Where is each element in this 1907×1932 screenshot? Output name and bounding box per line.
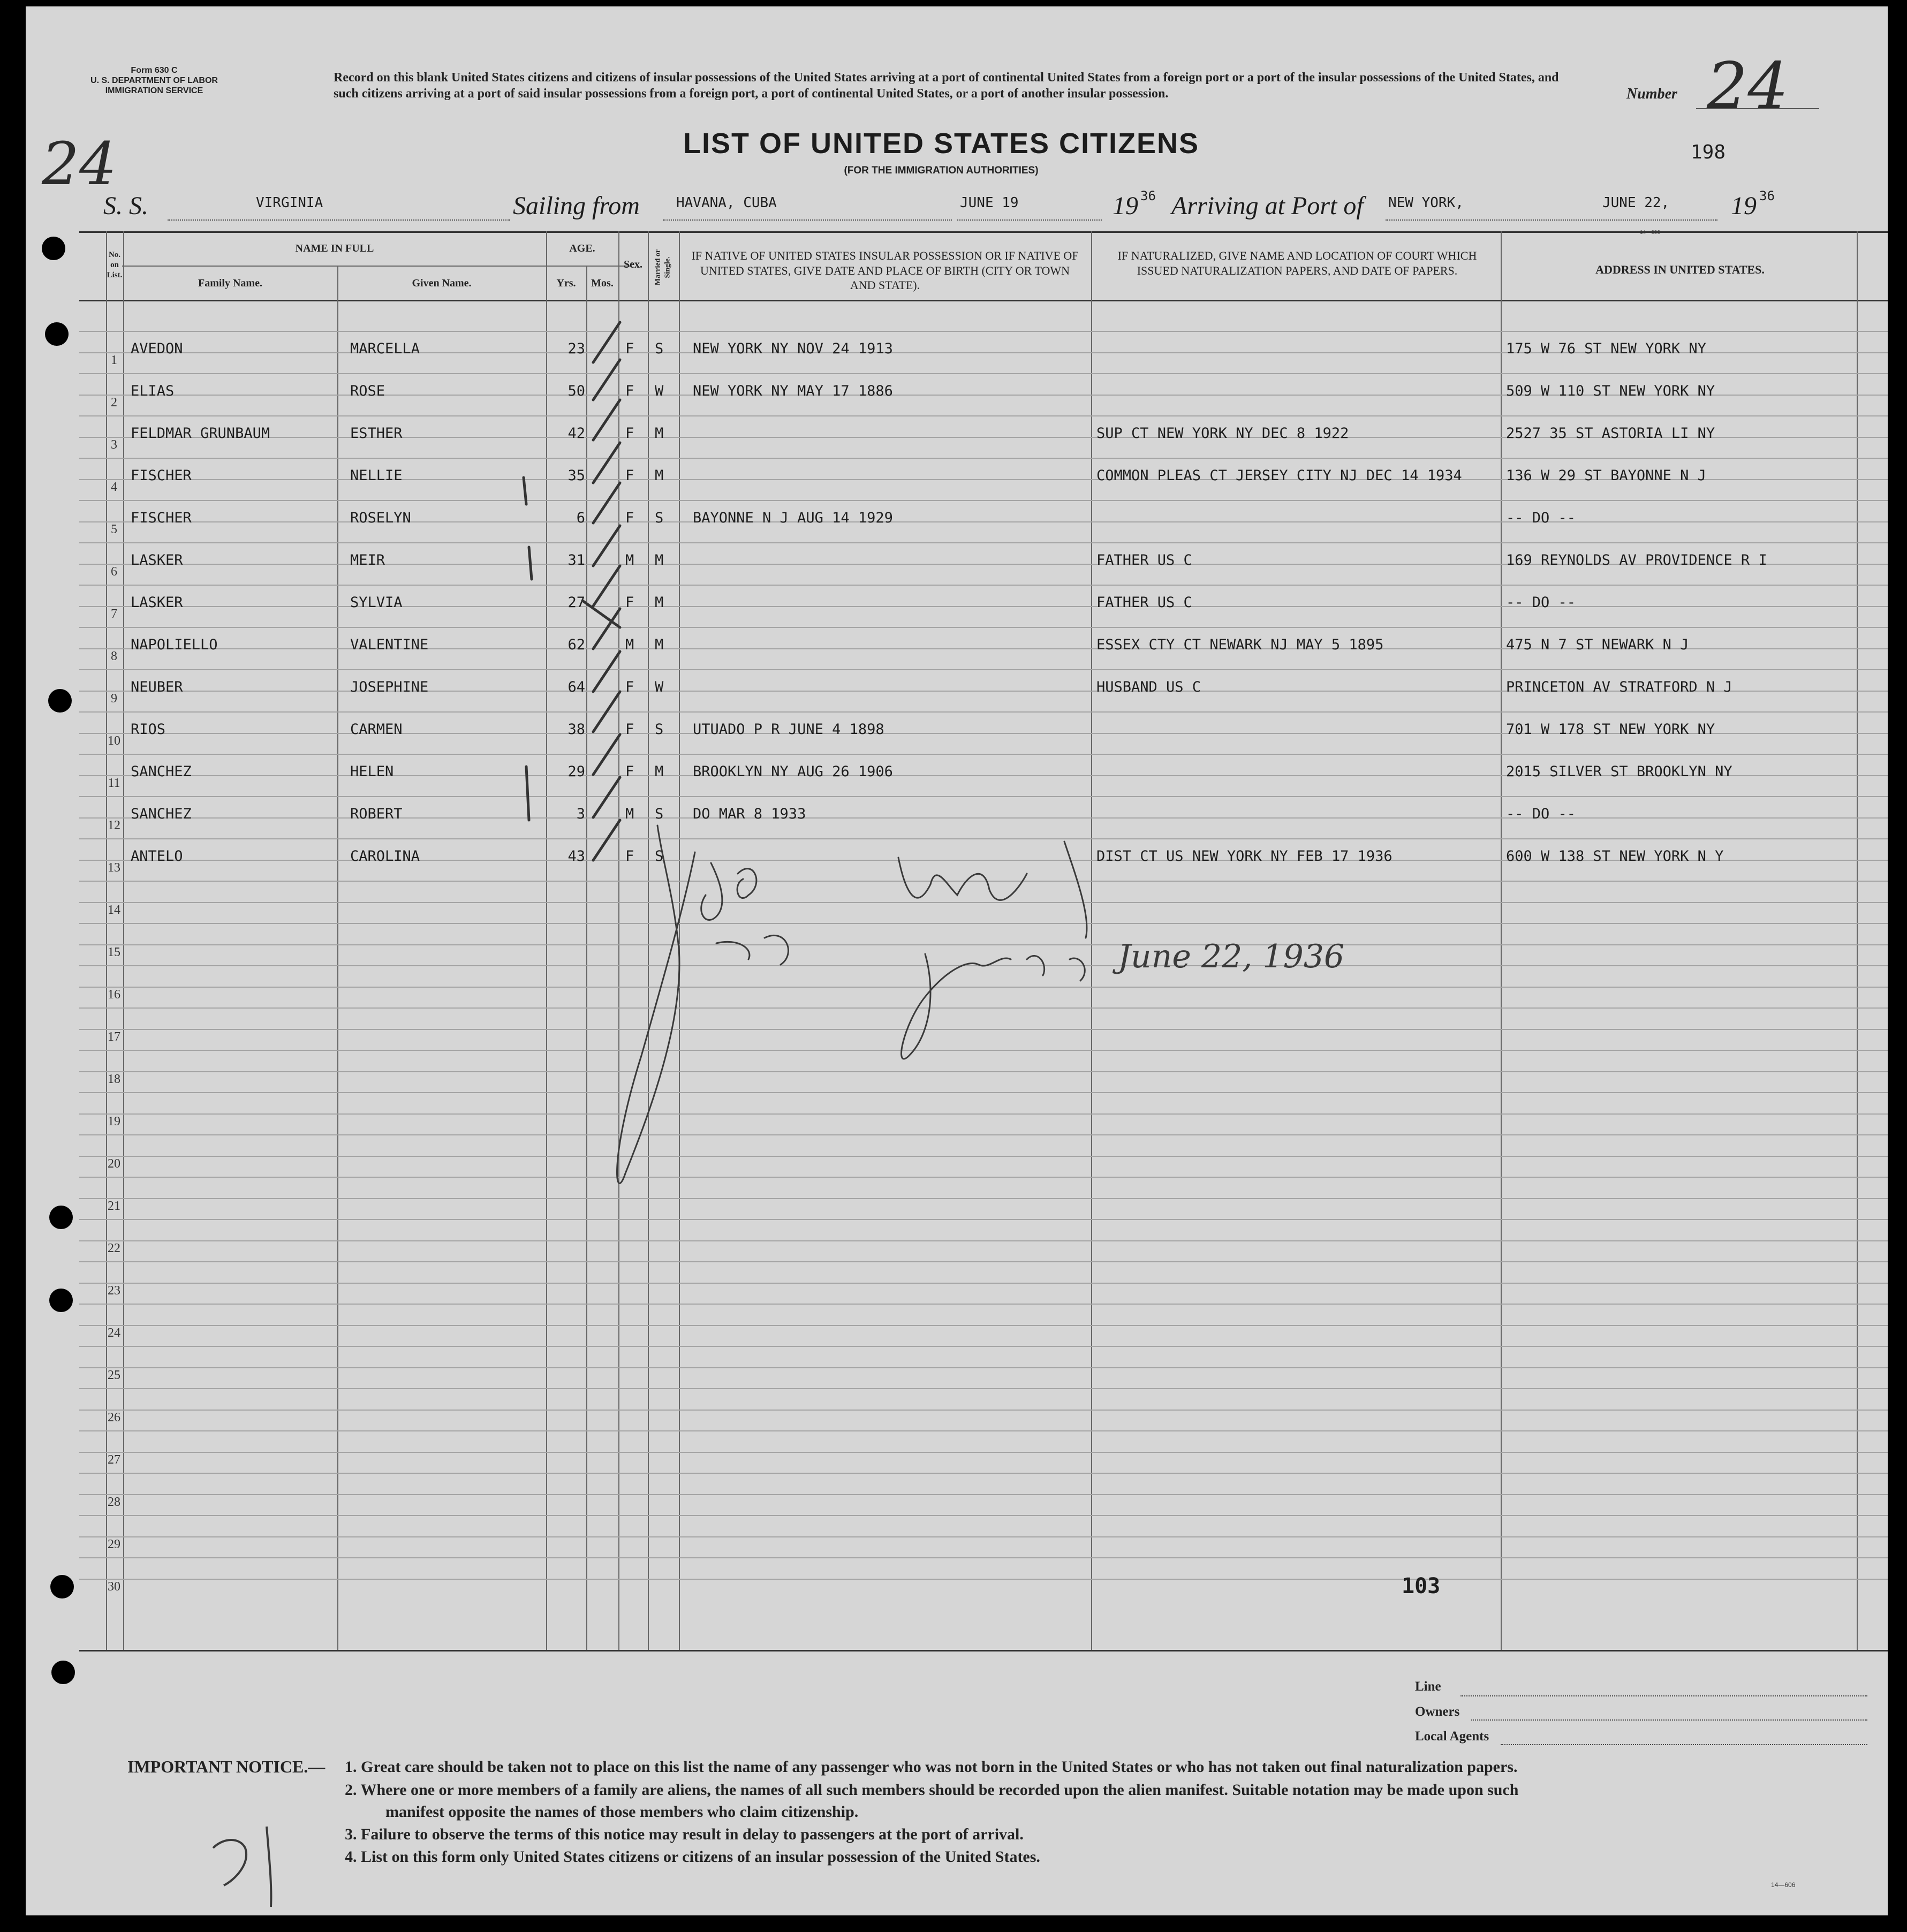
agents-field[interactable] bbox=[1501, 1744, 1867, 1745]
marital-status: M bbox=[655, 594, 664, 611]
marital-status: M bbox=[655, 637, 664, 653]
sex: M bbox=[625, 552, 634, 569]
row-number: 19 bbox=[108, 1115, 120, 1128]
notice-3: 3. Failure to observe the terms of this notice may result in delay to passengers at the port of arrival. bbox=[345, 1825, 1024, 1843]
notice-2-cont: manifest opposite the names of those members who claim citizenship. bbox=[385, 1803, 859, 1821]
col-header-address: ADDRESS IN UNITED STATES. bbox=[1595, 263, 1765, 276]
naturalization: FATHER US C bbox=[1096, 552, 1192, 569]
row-number: 11 bbox=[108, 776, 120, 790]
given-name: NELLIE bbox=[350, 467, 403, 484]
row-number: 28 bbox=[108, 1495, 120, 1509]
printer-code: 14—606 bbox=[1771, 1881, 1796, 1889]
given-name: ESTHER bbox=[350, 425, 403, 442]
address: 2015 SILVER ST BROOKLYN NY bbox=[1506, 763, 1732, 780]
owners-field[interactable] bbox=[1471, 1719, 1867, 1721]
manifest-page bbox=[26, 6, 1888, 1915]
given-name: VALENTINE bbox=[350, 637, 429, 653]
sex: M bbox=[625, 637, 634, 653]
marital-status: S bbox=[655, 340, 664, 357]
instructions: Record on this blank United States citizens and citizens of insular possessions of the United States arriving at a port of continental United States from a foreign port or a port of the insular possessions of the United States, and such citizens arriving at a port of said insular possessions from a foreign port, a port of continental United States, or a port of another insular possession. bbox=[334, 71, 1559, 101]
row-number: 25 bbox=[108, 1368, 120, 1382]
age-years: 3 bbox=[576, 806, 585, 822]
col-header-no: No. on List. bbox=[107, 251, 123, 279]
family-name: FELDMAR GRUNBAUM bbox=[131, 425, 270, 442]
col-header-name-in-full: NAME IN FULL bbox=[295, 243, 374, 254]
given-name: JOSEPHINE bbox=[350, 679, 429, 695]
sex: F bbox=[625, 848, 634, 865]
age-years: 29 bbox=[567, 763, 585, 780]
naturalization: DIST CT US NEW YORK NY FEB 17 1936 bbox=[1096, 848, 1393, 865]
address: -- DO -- bbox=[1506, 806, 1576, 822]
row-number: 14 bbox=[108, 903, 120, 917]
col-header-age: AGE. bbox=[569, 243, 595, 254]
age-years: 38 bbox=[567, 721, 585, 738]
family-name: ELIAS bbox=[131, 383, 175, 399]
sex: M bbox=[625, 806, 634, 822]
col-header-married: Married or Single. bbox=[654, 249, 671, 286]
family-name: RIOS bbox=[131, 721, 166, 738]
sex: F bbox=[625, 340, 634, 357]
family-name: ANTELO bbox=[131, 848, 183, 865]
given-name: MARCELLA bbox=[350, 340, 420, 357]
col-header-mos: Mos. bbox=[591, 277, 614, 289]
notice-2: 2. Where one or more members of a family are aliens, the names of all such members should be recorded upon the alien manifest. Suitable notation may be made upon such bbox=[345, 1781, 1519, 1799]
family-name: LASKER bbox=[131, 594, 183, 611]
marital-status: M bbox=[655, 763, 664, 780]
sex: F bbox=[625, 383, 634, 399]
birth-place-date: NEW YORK NY NOV 24 1913 bbox=[693, 340, 893, 357]
sex: F bbox=[625, 763, 634, 780]
owners-label: Owners bbox=[1415, 1704, 1460, 1719]
naturalization: FATHER US C bbox=[1096, 594, 1192, 611]
form-id: Form 630 C bbox=[131, 66, 178, 75]
row-number: 2 bbox=[111, 396, 117, 410]
sailing-label: Sailing from bbox=[513, 192, 640, 220]
given-name: CARMEN bbox=[350, 721, 403, 738]
row-number: 4 bbox=[111, 480, 117, 494]
sex: F bbox=[625, 425, 634, 442]
row-number: 3 bbox=[111, 438, 117, 452]
row-number: 30 bbox=[108, 1580, 120, 1594]
row-number: 16 bbox=[108, 988, 120, 1002]
department: U. S. DEPARTMENT OF LABOR bbox=[90, 76, 218, 86]
sex: F bbox=[625, 679, 634, 695]
marital-status: W bbox=[655, 383, 664, 399]
naturalization: ESSEX CTY CT NEWARK NJ MAY 5 1895 bbox=[1096, 637, 1384, 653]
sailing-from: HAVANA, CUBA bbox=[676, 195, 777, 211]
given-name: ROSELYN bbox=[350, 510, 411, 526]
address: 169 REYNOLDS AV PROVIDENCE R I bbox=[1506, 552, 1767, 569]
row-number: 10 bbox=[108, 734, 120, 748]
family-name: AVEDON bbox=[131, 340, 183, 357]
row-number: 24 bbox=[108, 1326, 120, 1340]
row-number: 12 bbox=[108, 819, 120, 832]
pencil-mark-icon bbox=[202, 1816, 299, 1912]
sail-date: JUNE 19 bbox=[960, 195, 1019, 211]
family-name: FISCHER bbox=[131, 510, 192, 526]
number-label: Number bbox=[1626, 86, 1677, 102]
arriving-label: Arriving at Port of bbox=[1171, 192, 1364, 220]
birth-place-date: DO MAR 8 1933 bbox=[693, 806, 806, 822]
row-number: 8 bbox=[111, 649, 117, 663]
ship-name: VIRGINIA bbox=[256, 195, 323, 211]
family-name: SANCHEZ bbox=[131, 806, 192, 822]
age-years: 31 bbox=[567, 552, 585, 569]
number-value: 24 bbox=[1707, 49, 1789, 124]
agents-label: Local Agents bbox=[1415, 1729, 1489, 1744]
naturalization: HUSBAND US C bbox=[1096, 679, 1201, 695]
line-label: Line bbox=[1415, 1679, 1441, 1694]
family-name: FISCHER bbox=[131, 467, 192, 484]
age-years: 23 bbox=[567, 340, 585, 357]
given-name: ROBERT bbox=[350, 806, 403, 822]
marital-status: M bbox=[655, 467, 664, 484]
row-number: 26 bbox=[108, 1411, 120, 1425]
given-name: HELEN bbox=[350, 763, 394, 780]
marital-status: M bbox=[655, 425, 664, 442]
sail-year-prefix: 19 bbox=[1113, 192, 1138, 220]
marital-status: S bbox=[655, 721, 664, 738]
row-number: 23 bbox=[108, 1284, 120, 1298]
row-number: 5 bbox=[111, 522, 117, 536]
age-years: 27 bbox=[567, 594, 585, 611]
col-header-birth: IF NATIVE OF UNITED STATES INSULAR POSSESSION OR IF NATIVE OF UNITED STATES, GIVE DATE AND PLACE OF BIRTH (CITY OR TOWN AND STATE). bbox=[691, 249, 1079, 292]
row-number: 20 bbox=[108, 1157, 120, 1171]
marital-status: S bbox=[655, 848, 664, 865]
given-name: SYLVIA bbox=[350, 594, 403, 611]
address: PRINCETON AV STRATFORD N J bbox=[1506, 679, 1732, 695]
arrive-year: 36 bbox=[1759, 188, 1775, 203]
address: 701 W 178 ST NEW YORK NY bbox=[1506, 721, 1715, 738]
address: 2527 35 ST ASTORIA LI NY bbox=[1506, 425, 1715, 442]
family-name: SANCHEZ bbox=[131, 763, 192, 780]
marital-status: S bbox=[655, 806, 664, 822]
sex: F bbox=[625, 467, 634, 484]
marital-status: M bbox=[655, 552, 664, 569]
stamp-number: 198 bbox=[1691, 141, 1726, 163]
row-number: 21 bbox=[108, 1199, 120, 1213]
birth-place-date: UTUADO P R JUNE 4 1898 bbox=[693, 721, 884, 738]
naturalization: COMMON PLEAS CT JERSEY CITY NJ DEC 14 1934 bbox=[1096, 467, 1462, 484]
age-years: 62 bbox=[567, 637, 585, 653]
line-field[interactable] bbox=[1460, 1695, 1867, 1696]
sex: F bbox=[625, 721, 634, 738]
notice-heading: IMPORTANT NOTICE.— bbox=[127, 1757, 326, 1776]
col-header-given: Given Name. bbox=[412, 277, 472, 289]
birth-place-date: BROOKLYN NY AUG 26 1906 bbox=[693, 763, 893, 780]
marital-status: S bbox=[655, 510, 664, 526]
row-number: 7 bbox=[111, 607, 117, 621]
age-years: 6 bbox=[576, 510, 585, 526]
address: 600 W 138 ST NEW YORK N Y bbox=[1506, 848, 1724, 865]
col-header-yrs: Yrs. bbox=[556, 277, 576, 289]
signature-icon bbox=[617, 825, 1087, 1183]
margin-note: 24 bbox=[42, 130, 117, 198]
birth-place-date: BAYONNE N J AUG 14 1929 bbox=[693, 510, 893, 526]
page-title: LIST OF UNITED STATES CITIZENS bbox=[683, 127, 1199, 160]
signature-date: June 22, 1936 bbox=[1118, 938, 1345, 975]
given-name: CAROLINA bbox=[350, 848, 420, 865]
row-number: 13 bbox=[108, 861, 120, 875]
arrival-date: JUNE 22, bbox=[1602, 195, 1670, 211]
age-years: 35 bbox=[567, 467, 585, 484]
given-name: MEIR bbox=[350, 552, 385, 569]
naturalization: SUP CT NEW YORK NY DEC 8 1922 bbox=[1096, 425, 1349, 442]
page-stamp: 103 bbox=[1402, 1574, 1441, 1598]
handwritten-marks bbox=[26, 6, 1888, 1915]
service: IMMIGRATION SERVICE bbox=[105, 86, 203, 96]
address: 136 W 29 ST BAYONNE N J bbox=[1506, 467, 1706, 484]
row-number: 18 bbox=[108, 1072, 120, 1086]
sail-year: 36 bbox=[1140, 188, 1156, 203]
tally-marks bbox=[524, 322, 620, 860]
age-years: 43 bbox=[567, 848, 585, 865]
marital-status: W bbox=[655, 679, 664, 695]
age-years: 42 bbox=[567, 425, 585, 442]
birth-place-date: NEW YORK NY MAY 17 1886 bbox=[693, 383, 893, 399]
row-number: 1 bbox=[111, 353, 117, 367]
sex: F bbox=[625, 594, 634, 611]
col-header-sex: Sex. bbox=[624, 259, 642, 270]
family-name: NAPOLIELLO bbox=[131, 637, 218, 653]
address: -- DO -- bbox=[1506, 510, 1576, 526]
family-name: NEUBER bbox=[131, 679, 183, 695]
row-number: 9 bbox=[111, 692, 117, 706]
page-subtitle: (FOR THE IMMIGRATION AUTHORITIES) bbox=[844, 165, 1039, 176]
arrive-year-prefix: 19 bbox=[1731, 192, 1757, 220]
col-header-naturalized: IF NATURALIZED, GIVE NAME AND LOCATION OF COURT WHICH ISSUED NATURALIZATION PAPERS, AND DATE OF PAPERS. bbox=[1117, 249, 1477, 277]
row-number: 29 bbox=[108, 1537, 120, 1551]
age-years: 50 bbox=[567, 383, 585, 399]
given-name: ROSE bbox=[350, 383, 385, 399]
row-number: 17 bbox=[108, 1030, 120, 1044]
family-name: LASKER bbox=[131, 552, 183, 569]
row-number: 6 bbox=[111, 565, 117, 579]
arrival-port: NEW YORK, bbox=[1388, 195, 1464, 211]
ss-label: S. S. bbox=[103, 192, 148, 220]
address: 509 W 110 ST NEW YORK NY bbox=[1506, 383, 1715, 399]
notice-4: 4. List on this form only United States citizens or citizens of an insular possession of the United States. bbox=[345, 1848, 1040, 1866]
row-number: 27 bbox=[108, 1453, 120, 1467]
col-header-family: Family Name. bbox=[198, 277, 262, 289]
address: -- DO -- bbox=[1506, 594, 1576, 611]
row-number: 22 bbox=[108, 1241, 120, 1255]
printer-note: 14—606 bbox=[1640, 230, 1660, 236]
row-number: 15 bbox=[108, 945, 120, 959]
age-years: 64 bbox=[567, 679, 585, 695]
address: 475 N 7 ST NEWARK N J bbox=[1506, 637, 1689, 653]
sex: F bbox=[625, 510, 634, 526]
address: 175 W 76 ST NEW YORK NY bbox=[1506, 340, 1706, 357]
notice-1: 1. Great care should be taken not to place on this list the name of any passenger who was not born in the United States or who has not taken out final naturalization papers. bbox=[345, 1758, 1518, 1776]
